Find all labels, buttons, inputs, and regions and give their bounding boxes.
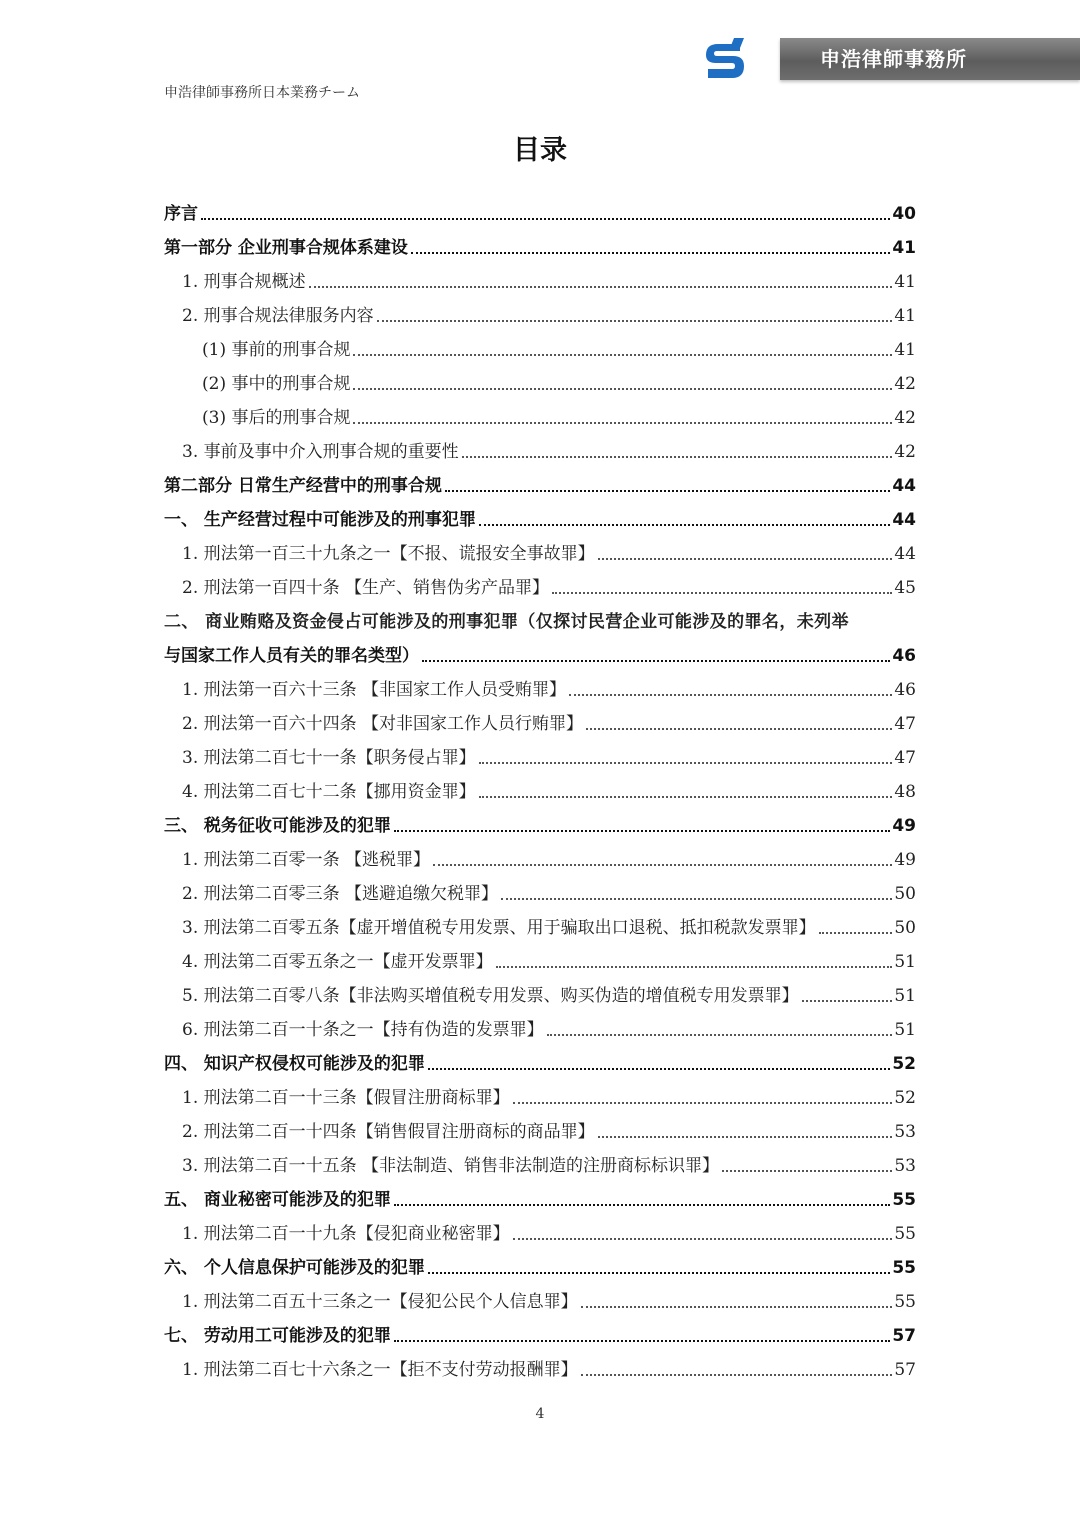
toc-entry[interactable] xyxy=(164,467,916,501)
toc-entry[interactable] xyxy=(164,569,916,603)
toc-page-number: 41 xyxy=(894,272,916,292)
toc-entry[interactable] xyxy=(164,909,916,943)
toc-entry[interactable] xyxy=(164,875,916,909)
toc-entry-text: 3. 刑法第二百一十五条 【非法制造、销售非法制造的注册商标标识罪】 xyxy=(182,1156,720,1176)
toc-page-number: 55 xyxy=(892,1190,916,1210)
toc-page-number: 41 xyxy=(892,238,916,258)
toc-dot-leader xyxy=(445,489,890,492)
toc-entry-text: 2. 刑法第一百四十条 【生产、销售伪劣产品罪】 xyxy=(182,578,550,598)
table-of-contents xyxy=(164,195,916,1385)
toc-entry-text: (1) 事前的刑事合规 xyxy=(202,340,351,360)
toc-entry[interactable] xyxy=(164,977,916,1011)
toc-page-number: 47 xyxy=(894,748,916,768)
toc-entry[interactable] xyxy=(164,1215,916,1249)
toc-dot-leader xyxy=(586,727,892,730)
toc-dot-leader xyxy=(201,217,890,220)
toc-entry[interactable] xyxy=(164,263,916,297)
toc-entry[interactable] xyxy=(164,501,916,535)
toc-entry-text: 三、 税务征收可能涉及的犯罪 xyxy=(164,816,391,836)
toc-dot-leader xyxy=(513,1237,893,1240)
toc-page-number: 50 xyxy=(894,884,916,904)
toc-entry-text: 2. 刑法第二百一十四条【销售假冒注册商标的商品罪】 xyxy=(182,1122,595,1142)
toc-page-number: 42 xyxy=(894,374,916,394)
toc-entry[interactable] xyxy=(164,943,916,977)
toc-entry[interactable] xyxy=(164,195,916,229)
toc-dot-leader xyxy=(353,421,892,424)
toc-entry-text: 一、 生产经营过程中可能涉及的刑事犯罪 xyxy=(164,510,476,530)
toc-dot-leader xyxy=(394,1339,890,1342)
toc-entry[interactable] xyxy=(164,535,916,569)
toc-entry-text: (3) 事后的刑事合规 xyxy=(202,408,351,428)
toc-dot-leader xyxy=(428,1067,890,1070)
toc-page-number: 42 xyxy=(894,442,916,462)
toc-dot-leader xyxy=(462,455,893,458)
toc-entry-text: 二、 商业贿赂及资金侵占可能涉及的刑事犯罪（仅探讨民营企业可能涉及的罪名，未列举 xyxy=(164,612,849,632)
toc-page-number: 42 xyxy=(894,408,916,428)
toc-dot-leader xyxy=(433,863,892,866)
toc-entry[interactable] xyxy=(164,1249,916,1283)
toc-entry-text: 5. 刑法第二百零八条【非法购买增值税专用发票、购买伪造的增值税专用发票罪】 xyxy=(182,986,799,1006)
toc-entry-text: 4. 刑法第二百零五条之一【虚开发票罪】 xyxy=(182,952,493,972)
toc-dot-leader xyxy=(394,1203,890,1206)
toc-dot-leader xyxy=(581,1373,893,1376)
toc-entry-text: 六、 个人信息保护可能涉及的犯罪 xyxy=(164,1258,425,1278)
toc-entry-text: 4. 刑法第二百七十二条【挪用资金罪】 xyxy=(182,782,476,802)
toc-page-number: 55 xyxy=(894,1224,916,1244)
toc-page-number: 46 xyxy=(894,680,916,700)
toc-entry-text: 1. 刑法第一百三十九条之一【不报、谎报安全事故罪】 xyxy=(182,544,595,564)
toc-entry[interactable] xyxy=(164,331,916,365)
toc-entry-text: 第一部分 企业刑事合规体系建设 xyxy=(164,238,408,258)
toc-entry[interactable] xyxy=(164,1113,916,1147)
toc-page-number: 57 xyxy=(892,1326,916,1346)
toc-entry-text: 1. 刑法第二百五十三条之一【侵犯公民个人信息罪】 xyxy=(182,1292,578,1312)
toc-dot-leader xyxy=(552,591,892,594)
toc-entry[interactable] xyxy=(164,1045,916,1079)
toc-dot-leader xyxy=(581,1305,893,1308)
toc-entry[interactable] xyxy=(164,671,916,705)
toc-entry[interactable] xyxy=(164,1147,916,1181)
toc-entry[interactable] xyxy=(164,841,916,875)
toc-entry-text: 第二部分 日常生产经营中的刑事合规 xyxy=(164,476,442,496)
toc-entry[interactable] xyxy=(164,739,916,773)
toc-entry[interactable] xyxy=(164,229,916,263)
toc-entry[interactable] xyxy=(164,297,916,331)
toc-dot-leader xyxy=(394,829,890,832)
toc-dot-leader xyxy=(428,1271,890,1274)
toc-entry-text: (2) 事中的刑事合规 xyxy=(202,374,351,394)
toc-page-number: 53 xyxy=(894,1122,916,1142)
toc-entry-text: 2. 刑事合规法律服务内容 xyxy=(182,306,374,326)
toc-page-number: 44 xyxy=(892,510,916,530)
toc-dot-leader xyxy=(722,1169,892,1172)
toc-page-number: 44 xyxy=(892,476,916,496)
toc-dot-leader xyxy=(569,693,892,696)
toc-page-number: 40 xyxy=(892,204,916,224)
page-title: 目录 xyxy=(513,135,567,166)
toc-entry[interactable] xyxy=(164,637,916,671)
toc-page-number: 55 xyxy=(894,1292,916,1312)
toc-entry-text: 序言 xyxy=(164,204,198,224)
firm-logo-s-icon xyxy=(700,36,748,84)
toc-dot-leader xyxy=(598,557,893,560)
toc-entry[interactable] xyxy=(164,365,916,399)
toc-entry-text: 四、 知识产权侵权可能涉及的犯罪 xyxy=(164,1054,425,1074)
toc-dot-leader xyxy=(411,251,890,254)
toc-page-number: 45 xyxy=(894,578,916,598)
toc-dot-leader xyxy=(422,659,890,662)
toc-page-number: 41 xyxy=(894,306,916,326)
toc-page-number: 47 xyxy=(894,714,916,734)
toc-entry[interactable] xyxy=(164,705,916,739)
toc-entry-text: 与国家工作人员有关的罪名类型） xyxy=(164,646,419,666)
toc-entry[interactable] xyxy=(164,1011,916,1045)
toc-entry-text: 1. 刑法第二百零一条 【逃税罪】 xyxy=(182,850,431,870)
toc-dot-leader xyxy=(496,965,893,968)
toc-dot-leader xyxy=(479,795,893,798)
toc-entry-text: 3. 刑法第二百零五条【虚开增值税专用发票、用于骗取出口退税、抵扣税款发票罪】 xyxy=(182,918,816,938)
toc-page-number: 44 xyxy=(894,544,916,564)
toc-entry[interactable] xyxy=(164,1351,916,1385)
toc-page-number: 49 xyxy=(894,850,916,870)
page-number: 4 xyxy=(535,1406,545,1422)
toc-entry[interactable] xyxy=(164,1317,916,1351)
toc-entry[interactable] xyxy=(164,1283,916,1317)
toc-entry-text: 1. 刑法第二百一十九条【侵犯商业秘密罪】 xyxy=(182,1224,510,1244)
toc-entry[interactable] xyxy=(164,399,916,433)
toc-dot-leader xyxy=(479,523,890,526)
toc-dot-leader xyxy=(377,319,893,322)
toc-entry-continued[interactable] xyxy=(164,603,916,637)
toc-dot-leader xyxy=(479,761,893,764)
toc-page-number: 48 xyxy=(894,782,916,802)
toc-page-number: 53 xyxy=(894,1156,916,1176)
toc-dot-leader xyxy=(501,897,892,900)
toc-entry[interactable] xyxy=(164,773,916,807)
toc-dot-leader xyxy=(547,1033,893,1036)
toc-entry-text: 6. 刑法第二百一十条之一【持有伪造的发票罪】 xyxy=(182,1020,544,1040)
toc-entry[interactable] xyxy=(164,807,916,841)
toc-entry-text: 1. 刑事合规概述 xyxy=(182,272,306,292)
toc-entry-text: 2. 刑法第二百零三条 【逃避追缴欠税罪】 xyxy=(182,884,499,904)
toc-entry[interactable] xyxy=(164,1079,916,1113)
toc-page-number: 57 xyxy=(894,1360,916,1380)
toc-page-number: 55 xyxy=(892,1258,916,1278)
toc-entry-text: 3. 刑法第二百七十一条【职务侵占罪】 xyxy=(182,748,476,768)
toc-entry-text: 1. 刑法第一百六十三条 【非国家工作人员受贿罪】 xyxy=(182,680,567,700)
brand-name-banner: 申浩律師事務所 xyxy=(780,38,1080,80)
toc-entry-text: 五、 商业秘密可能涉及的犯罪 xyxy=(164,1190,391,1210)
toc-page-number: 52 xyxy=(894,1088,916,1108)
toc-page-number: 49 xyxy=(892,816,916,836)
toc-page-number: 41 xyxy=(894,340,916,360)
toc-page-number: 52 xyxy=(892,1054,916,1074)
toc-entry-text: 1. 刑法第二百七十六条之一【拒不支付劳动报酬罪】 xyxy=(182,1360,578,1380)
toc-entry-text: 七、 劳动用工可能涉及的犯罪 xyxy=(164,1326,391,1346)
toc-page-number: 51 xyxy=(894,986,916,1006)
toc-page-number: 50 xyxy=(894,918,916,938)
toc-entry-text: 1. 刑法第二百一十三条【假冒注册商标罪】 xyxy=(182,1088,510,1108)
header-firm-team: 申浩律師事務所日本業務チーム xyxy=(164,85,360,101)
toc-page-number: 51 xyxy=(894,952,916,972)
toc-entry[interactable] xyxy=(164,1181,916,1215)
toc-entry[interactable] xyxy=(164,433,916,467)
toc-page-number: 51 xyxy=(894,1020,916,1040)
toc-dot-leader xyxy=(819,931,893,934)
toc-dot-leader xyxy=(353,387,892,390)
toc-page-number: 46 xyxy=(892,646,916,666)
toc-dot-leader xyxy=(513,1101,893,1104)
toc-dot-leader xyxy=(353,353,892,356)
toc-entry-text: 3. 事前及事中介入刑事合规的重要性 xyxy=(182,442,459,462)
toc-dot-leader xyxy=(598,1135,893,1138)
toc-entry-text: 2. 刑法第一百六十四条 【对非国家工作人员行贿罪】 xyxy=(182,714,584,734)
toc-dot-leader xyxy=(802,999,893,1002)
toc-dot-leader xyxy=(309,285,893,288)
